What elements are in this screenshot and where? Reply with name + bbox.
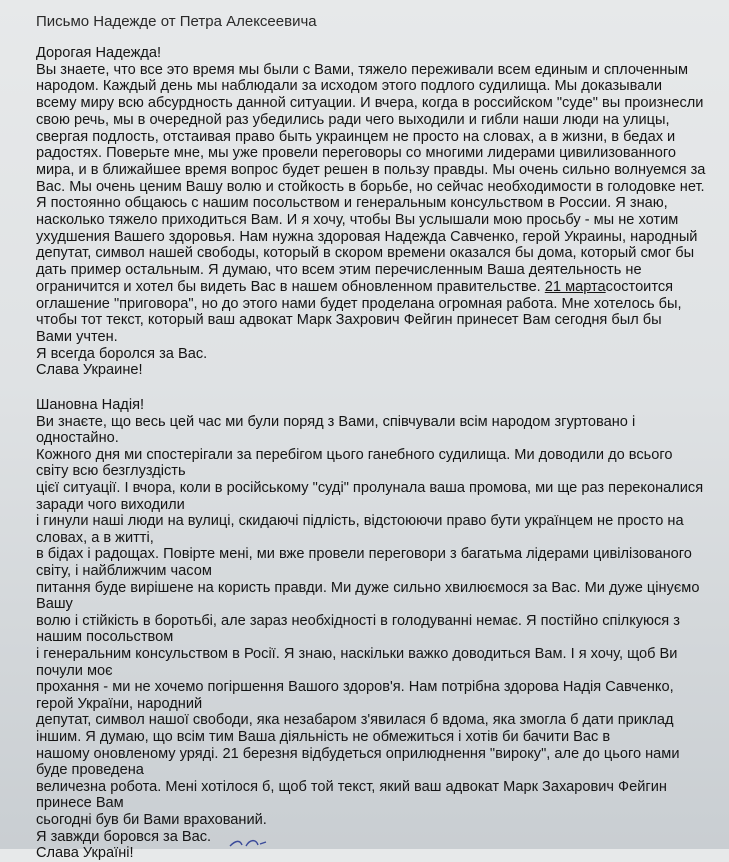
- ru-line: ухудшения Вашего здоровья. Нам нужна здоровая Надежда Савченко, герой Украины, народный: [36, 228, 698, 245]
- ua-line: волю і стійкість в боротьбі, але зараз необхідності в голодуванні немає. Я постійно спілкуюся з: [36, 612, 680, 629]
- date-underlined: 21 марта: [544, 278, 606, 295]
- signature-fragment-icon: [228, 836, 268, 848]
- ua-line: одностайно.: [36, 430, 119, 447]
- ru-line: Вас. Мы очень ценим Вашу волю и стойкость в борьбе, но сейчас необходимости в голодовке нет.: [36, 178, 705, 195]
- ukrainian-letter: [36, 397, 715, 862]
- ua-line: Вашу: [36, 596, 73, 613]
- page-title: Письмо Надежде от Петра Алексеевича: [36, 13, 317, 30]
- ua-line: депутат, символ нашої свободи, яка незабаром з'явилася б вдома, яка змогла б дати приклад: [36, 712, 674, 729]
- ru-line: насколько тяжело приходиться Вам. И я хочу, чтобы Вы услышали мою просьбу - мы не хотим: [36, 212, 679, 229]
- ru-line: народом. Каждый день мы наблюдали за исходом этого подлого судилища. Мы доказывали: [36, 78, 663, 95]
- ua-greeting: Шановна Надія!: [36, 397, 145, 414]
- ru-line: мира, и в ближайшее время вопрос будет решен в пользу правды. Мы очень сильно волнуемся за: [36, 161, 706, 178]
- ru-line: Я всегда боролся за Вас.: [36, 345, 208, 362]
- ru-line: Я постоянно общаюсь с нашим посольством и генеральным консульством в России. Я знаю,: [36, 195, 668, 212]
- ru-line: Вами учтен.: [36, 328, 118, 345]
- ua-line: сьогодні був би Вами врахований.: [36, 811, 267, 828]
- ru-line: чтобы тот текст, который ваш адвокат Марк Захрович Фейгин принесет Вам сегодня был бы: [36, 312, 662, 329]
- ru-line: свергая подлость, отстаивая право быть украинцем не просто на словах, а в жизни, в бедах и: [36, 128, 676, 145]
- ua-line: в бідах і радощах. Повірте мені, ми вже провели переговори з багатьма лідерами цивілізованого: [36, 546, 692, 563]
- ru-line: Вы знаете, что все это время мы были с Вами, тяжело переживали всем единым и сплоченным: [36, 61, 689, 78]
- ru-body-end: [36, 296, 715, 380]
- ua-body: [36, 414, 715, 862]
- ru-line-date-pre: ограничится и хотел бы видеть Вас в нашем обновленном правительстве.: [36, 278, 545, 295]
- ru-body: [36, 62, 715, 279]
- ua-line: Я завжди боровся за Вас.: [36, 828, 212, 845]
- ua-line: світу всю безглуздість: [36, 463, 186, 480]
- ua-line: почули моє: [36, 662, 113, 679]
- ru-line: радостях. Поверьте мне, мы уже провели переговоры со многими лидерами цивилизованного: [36, 145, 676, 162]
- ua-line: іншим. Я думаю, що всім тим Ваша діяльність не обмежиться і хотів би бачити Вас в: [36, 728, 611, 745]
- ua-line: величезна робота. Мені хотілося б, щоб той текст, який ваш адвокат Марк Захарович Фейгин: [36, 778, 667, 795]
- ua-line: світу, і найближчим часом: [36, 563, 212, 579]
- ua-line: і гинули наші люди на вулиці, скидаючі підлість, відстоюючи право бути українцем не просто на: [36, 513, 684, 530]
- ua-line: герой України, народний: [36, 695, 203, 712]
- ru-line: депутат, символ нашей свободы, который в скором времени оказался бы дома, который смог бы: [36, 245, 695, 262]
- ua-line: прохання - ми не хочемо погіршення Вашого здоров'я. Нам потрібна здорова Надія Савченко,: [36, 679, 674, 696]
- ru-line: оглашение "приговора", но до этого нами будет проделана огромная работа. Мне хотелось бы,: [36, 295, 682, 312]
- ru-line: дать пример остальным. Я думаю, что всем этим перечисленным Ваша деятельность не: [36, 262, 642, 279]
- ua-line: нашому оновленому уряді. 21 березня відбудеться оприлюднення "вироку", але до цього нами: [36, 745, 680, 762]
- ru-line: Слава Украине!: [36, 362, 143, 379]
- ua-line: буде проведена: [36, 762, 144, 779]
- ua-line: словах, а в житті,: [36, 529, 154, 546]
- ua-line: Ви знаєте, що весь цей час ми були поряд з Вами, співчували всім народом згуртовано і: [36, 413, 636, 430]
- ru-line-date: [36, 279, 715, 296]
- ru-greeting: Дорогая Надежда!: [36, 45, 162, 61]
- ru-line-date-post: состоится: [605, 278, 674, 295]
- ua-line: нашим посольством: [36, 629, 174, 646]
- ua-line: заради чого виходили: [36, 496, 185, 513]
- ua-line: Кожного дня ми спостерігали за перебігом цього ганебного судилища. Ми доводили до всього: [36, 446, 673, 463]
- ru-line: всему миру всю абсурдность данной ситуации. И вчера, когда в российском "суде" вы произнесли: [36, 95, 704, 112]
- ua-line: питання буде вирішене на користь правди. Ми дуже сильно хвилюємося за Вас. Ми дуже цінуємо: [36, 579, 700, 596]
- ua-line: Слава Україні!: [36, 845, 134, 862]
- ua-line: цієї ситуації. І вчора, коли в російському "суді" пролунала ваша промова, ми ще раз переконалися: [36, 480, 704, 497]
- ru-line: свою речь, мы в очередной раз убедились ради чего выходили и гибли наши люди на улицы,: [36, 111, 670, 128]
- ua-line: і генеральним консульством в Росії. Я знаю, наскільки важко доводиться Вам. І я хочу, щоб Ви: [36, 645, 678, 662]
- ua-line: принесе Вам: [36, 795, 124, 812]
- russian-letter: [36, 45, 715, 379]
